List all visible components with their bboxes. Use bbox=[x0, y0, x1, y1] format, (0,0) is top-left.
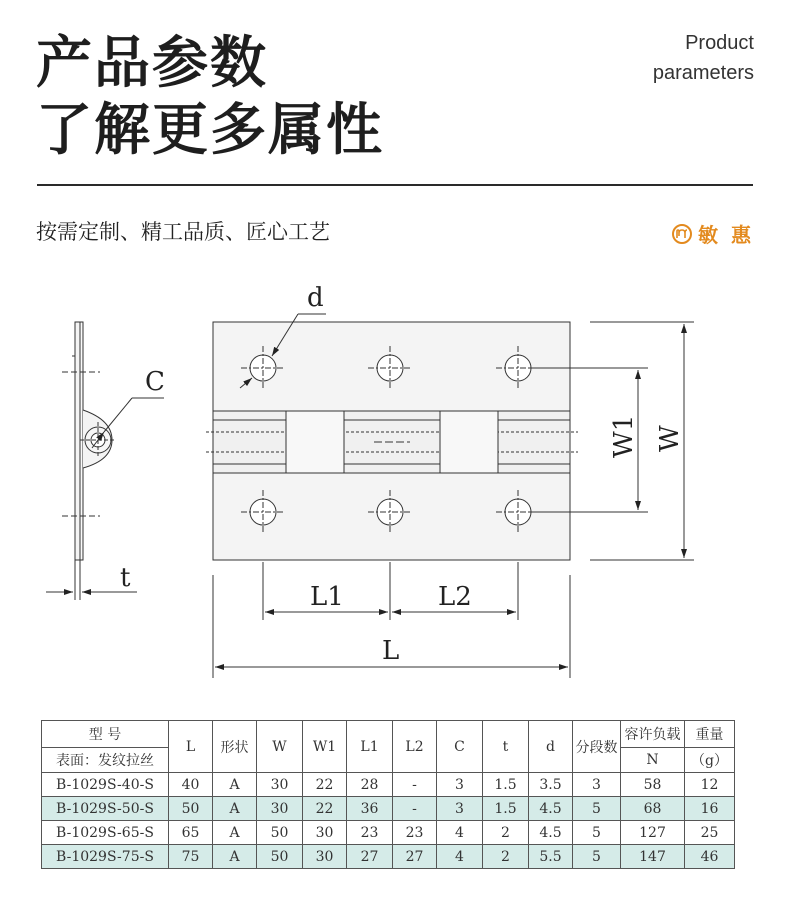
cell-w1: 30 bbox=[303, 845, 347, 869]
minhui-logo-icon bbox=[672, 224, 692, 244]
cell-w1: 30 bbox=[303, 821, 347, 845]
cell-c: 4 bbox=[437, 821, 483, 845]
header-model: 型 号 bbox=[42, 721, 169, 748]
label-c: C bbox=[145, 367, 165, 397]
cell-shape: A bbox=[213, 821, 257, 845]
cell-w: 50 bbox=[257, 845, 303, 869]
cell-d: 5.5 bbox=[529, 845, 573, 869]
header-w1: W1 bbox=[303, 721, 347, 773]
cell-l: 50 bbox=[169, 797, 213, 821]
header-load-unit: N bbox=[621, 748, 685, 773]
cell-c: 3 bbox=[437, 797, 483, 821]
label-t: t bbox=[120, 563, 131, 593]
english-title-line2: parameters bbox=[652, 62, 754, 84]
table-row bbox=[42, 797, 735, 821]
cell-shape: A bbox=[213, 797, 257, 821]
cell-weight: 46 bbox=[685, 845, 735, 869]
header-load: 容许负载 bbox=[621, 721, 685, 748]
label-w: W bbox=[655, 425, 685, 452]
header-c: C bbox=[437, 721, 483, 773]
cell-t: 1.5 bbox=[483, 773, 529, 797]
label-l1: L1 bbox=[310, 582, 344, 612]
header-weight-unit: （g） bbox=[685, 748, 735, 773]
cell-t: 2 bbox=[483, 821, 529, 845]
cell-c: 3 bbox=[437, 773, 483, 797]
table-row bbox=[42, 821, 735, 845]
cell-l1: 36 bbox=[347, 797, 393, 821]
cell-l1: 28 bbox=[347, 773, 393, 797]
cell-weight: 12 bbox=[685, 773, 735, 797]
cell-w: 50 bbox=[257, 821, 303, 845]
cell-segments: 5 bbox=[573, 821, 621, 845]
brand bbox=[672, 219, 754, 248]
cell-d: 3.5 bbox=[529, 773, 573, 797]
page-title-line1: 产品参数 bbox=[36, 31, 268, 96]
cell-weight: 25 bbox=[685, 821, 735, 845]
header-shape: 形状 bbox=[213, 721, 257, 773]
cell-w1: 22 bbox=[303, 797, 347, 821]
cell-load: 68 bbox=[621, 797, 685, 821]
label-w1: W1 bbox=[609, 414, 639, 458]
cell-load: 147 bbox=[621, 845, 685, 869]
cell-l: 65 bbox=[169, 821, 213, 845]
header-l2: L2 bbox=[393, 721, 437, 773]
label-d: d bbox=[307, 283, 324, 313]
header-segments: 分段数 bbox=[573, 721, 621, 773]
spec-table bbox=[41, 720, 735, 869]
page-title-line2: 了解更多属性 bbox=[36, 98, 384, 163]
english-title-line1: Product bbox=[685, 32, 754, 54]
brand-name: 敏 惠 bbox=[698, 223, 754, 247]
cell-segments: 5 bbox=[573, 845, 621, 869]
cell-shape: A bbox=[213, 773, 257, 797]
cell-d: 4.5 bbox=[529, 797, 573, 821]
header-l1: L1 bbox=[347, 721, 393, 773]
cell-t: 1.5 bbox=[483, 797, 529, 821]
tagline: 按需定制、精工品质、匠心工艺 bbox=[36, 220, 330, 244]
label-l: L bbox=[382, 636, 400, 666]
cell-l2: - bbox=[393, 773, 437, 797]
cell-model: B-1029S-50-S bbox=[42, 797, 169, 821]
header-surface: 表面：发纹拉丝 bbox=[42, 748, 169, 773]
cell-l1: 27 bbox=[347, 845, 393, 869]
cell-segments: 3 bbox=[573, 773, 621, 797]
cell-model: B-1029S-65-S bbox=[42, 821, 169, 845]
table-row bbox=[42, 773, 735, 797]
cell-l2: 23 bbox=[393, 821, 437, 845]
table-row bbox=[42, 845, 735, 869]
cell-w: 30 bbox=[257, 773, 303, 797]
label-l2: L2 bbox=[438, 582, 472, 612]
cell-d: 4.5 bbox=[529, 821, 573, 845]
cell-w1: 22 bbox=[303, 773, 347, 797]
cell-weight: 16 bbox=[685, 797, 735, 821]
header-d: d bbox=[529, 721, 573, 773]
cell-l2: 27 bbox=[393, 845, 437, 869]
cell-model: B-1029S-40-S bbox=[42, 773, 169, 797]
header-l: L bbox=[169, 721, 213, 773]
header-t: t bbox=[483, 721, 529, 773]
cell-l: 75 bbox=[169, 845, 213, 869]
header-divider bbox=[37, 184, 753, 186]
cell-l1: 23 bbox=[347, 821, 393, 845]
header-weight: 重量 bbox=[685, 721, 735, 748]
cell-model: B-1029S-75-S bbox=[42, 845, 169, 869]
cell-load: 58 bbox=[621, 773, 685, 797]
cell-l: 40 bbox=[169, 773, 213, 797]
header-w: W bbox=[257, 721, 303, 773]
cell-shape: A bbox=[213, 845, 257, 869]
hinge-drawing bbox=[0, 270, 790, 690]
cell-segments: 5 bbox=[573, 797, 621, 821]
cell-w: 30 bbox=[257, 797, 303, 821]
side-view bbox=[46, 322, 164, 600]
cell-c: 4 bbox=[437, 845, 483, 869]
cell-t: 2 bbox=[483, 845, 529, 869]
cell-l2: - bbox=[393, 797, 437, 821]
cell-load: 127 bbox=[621, 821, 685, 845]
